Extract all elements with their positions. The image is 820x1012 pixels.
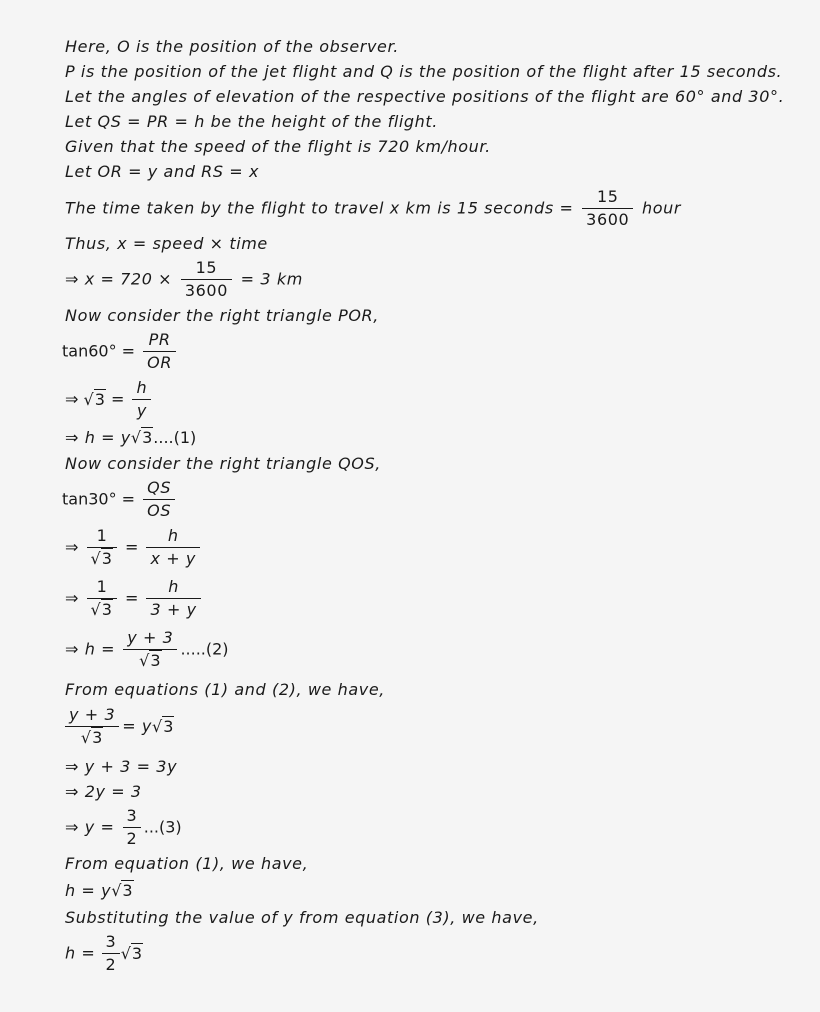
radicand: 3 bbox=[131, 943, 143, 963]
sqrt: √3 bbox=[90, 600, 112, 619]
text: h = y bbox=[65, 881, 112, 900]
text-line: Now consider the right triangle POR, bbox=[65, 306, 379, 325]
radicand: 3 bbox=[101, 549, 112, 568]
text: hour bbox=[641, 198, 682, 218]
text: = 3 km bbox=[240, 269, 303, 289]
denominator: OS bbox=[147, 501, 172, 520]
text: tan60° = bbox=[62, 341, 136, 361]
equation-line bbox=[65, 806, 182, 849]
denominator: 3 + y bbox=[150, 600, 197, 619]
denominator bbox=[87, 599, 117, 620]
sqrt: √3 bbox=[111, 881, 133, 900]
radicand: 3 bbox=[122, 881, 133, 900]
text: ....(1) bbox=[153, 428, 197, 447]
fraction bbox=[87, 526, 117, 569]
implies: ⇒ bbox=[65, 537, 79, 557]
numerator: h bbox=[132, 378, 151, 400]
text: The time taken by the flight to travel x km is 15 seconds = bbox=[65, 198, 574, 218]
fraction bbox=[132, 378, 151, 421]
text-line: From equation (1), we have, bbox=[65, 854, 309, 873]
numerator: 1 bbox=[87, 526, 117, 548]
text-line: Now consider the right triangle QOS, bbox=[65, 454, 381, 473]
equation-line bbox=[62, 330, 179, 373]
text-line: Here, O is the position of the observer. bbox=[65, 37, 399, 56]
denominator: 2 bbox=[105, 955, 116, 974]
text-line: From equations (1) and (2), we have, bbox=[65, 680, 385, 699]
text: ...(3) bbox=[143, 817, 182, 837]
text: ⇒ h = y bbox=[65, 428, 131, 447]
sqrt: √3 bbox=[83, 389, 105, 409]
text-line: Let QS = PR = h be the height of the flight. bbox=[65, 112, 438, 131]
radicand: 3 bbox=[150, 651, 161, 670]
text: ⇒ y = bbox=[65, 817, 115, 837]
numerator: h bbox=[146, 526, 200, 548]
equation-line bbox=[65, 932, 143, 975]
text: = y bbox=[122, 716, 152, 736]
sqrt: √3 bbox=[120, 943, 143, 963]
numerator: 3 bbox=[123, 806, 141, 828]
radicand: 3 bbox=[94, 389, 105, 409]
fraction bbox=[143, 330, 176, 373]
equation-line bbox=[65, 428, 196, 448]
text-line: Thus, x = speed × time bbox=[65, 234, 268, 253]
denominator: x + y bbox=[150, 549, 196, 568]
text-line: ⇒ 2y = 3 bbox=[65, 782, 142, 801]
text-line: Let the angles of elevation of the respective positions of the flight are 60° and 30°. bbox=[65, 87, 785, 106]
text-line: Given that the speed of the flight is 720 km/hour. bbox=[65, 137, 491, 156]
text: ⇒ h = bbox=[65, 639, 116, 659]
text-line: ⇒ y + 3 = 3y bbox=[65, 757, 178, 776]
text: = bbox=[124, 588, 139, 608]
implies: ⇒ bbox=[65, 389, 79, 409]
text: h = bbox=[65, 943, 96, 963]
numerator: PR bbox=[143, 330, 176, 352]
radicand: 3 bbox=[163, 716, 174, 736]
denominator: 2 bbox=[126, 829, 137, 848]
radicand: 3 bbox=[92, 728, 103, 747]
equation-line bbox=[65, 881, 134, 901]
equation-line bbox=[65, 526, 203, 569]
text-line: Substituting the value of y from equation (3), we have, bbox=[65, 908, 539, 927]
denominator: y bbox=[136, 401, 147, 420]
sqrt: √3 bbox=[139, 651, 161, 670]
fraction bbox=[123, 628, 177, 671]
fraction bbox=[181, 258, 232, 301]
equation-line bbox=[65, 258, 303, 301]
radicand: 3 bbox=[101, 600, 112, 619]
fraction bbox=[87, 577, 117, 620]
text: tan30° = bbox=[62, 489, 136, 509]
numerator: h bbox=[146, 577, 200, 599]
fraction bbox=[143, 478, 175, 521]
equation-line bbox=[65, 577, 204, 620]
sqrt: √3 bbox=[80, 728, 103, 747]
numerator: 3 bbox=[102, 932, 120, 954]
numerator: y + 3 bbox=[65, 705, 119, 727]
fraction bbox=[123, 806, 141, 849]
numerator: 15 bbox=[181, 258, 232, 280]
fraction bbox=[146, 526, 200, 569]
numerator: QS bbox=[143, 478, 175, 500]
fraction bbox=[65, 705, 119, 748]
numerator: 15 bbox=[582, 187, 633, 209]
denominator: 3600 bbox=[586, 210, 630, 229]
text: ⇒ x = 720 × bbox=[65, 269, 173, 289]
equation-line bbox=[65, 187, 681, 230]
denominator: OR bbox=[147, 353, 173, 372]
text-line: Let OR = y and RS = x bbox=[65, 162, 260, 181]
numerator: y + 3 bbox=[123, 628, 177, 650]
denominator bbox=[123, 650, 177, 671]
text: .....(2) bbox=[180, 639, 229, 659]
equation-line bbox=[65, 628, 229, 671]
implies: ⇒ bbox=[65, 588, 79, 608]
fraction bbox=[582, 187, 633, 230]
sqrt: √3 bbox=[152, 716, 174, 736]
equation-line bbox=[65, 705, 174, 748]
equation-line bbox=[65, 378, 154, 421]
denominator bbox=[87, 548, 117, 569]
equation-line bbox=[62, 478, 178, 521]
denominator bbox=[65, 727, 119, 748]
text: = bbox=[124, 537, 139, 557]
radicand: 3 bbox=[142, 428, 153, 447]
text: = bbox=[110, 389, 125, 409]
denominator: 3600 bbox=[184, 281, 228, 300]
numerator: 1 bbox=[87, 577, 117, 599]
text-line: P is the position of the jet flight and Q is the position of the flight after 15 seconds. bbox=[65, 62, 783, 81]
sqrt: √3 bbox=[90, 549, 112, 568]
sqrt: √3 bbox=[130, 428, 153, 447]
fraction bbox=[102, 932, 120, 975]
fraction bbox=[146, 577, 200, 620]
